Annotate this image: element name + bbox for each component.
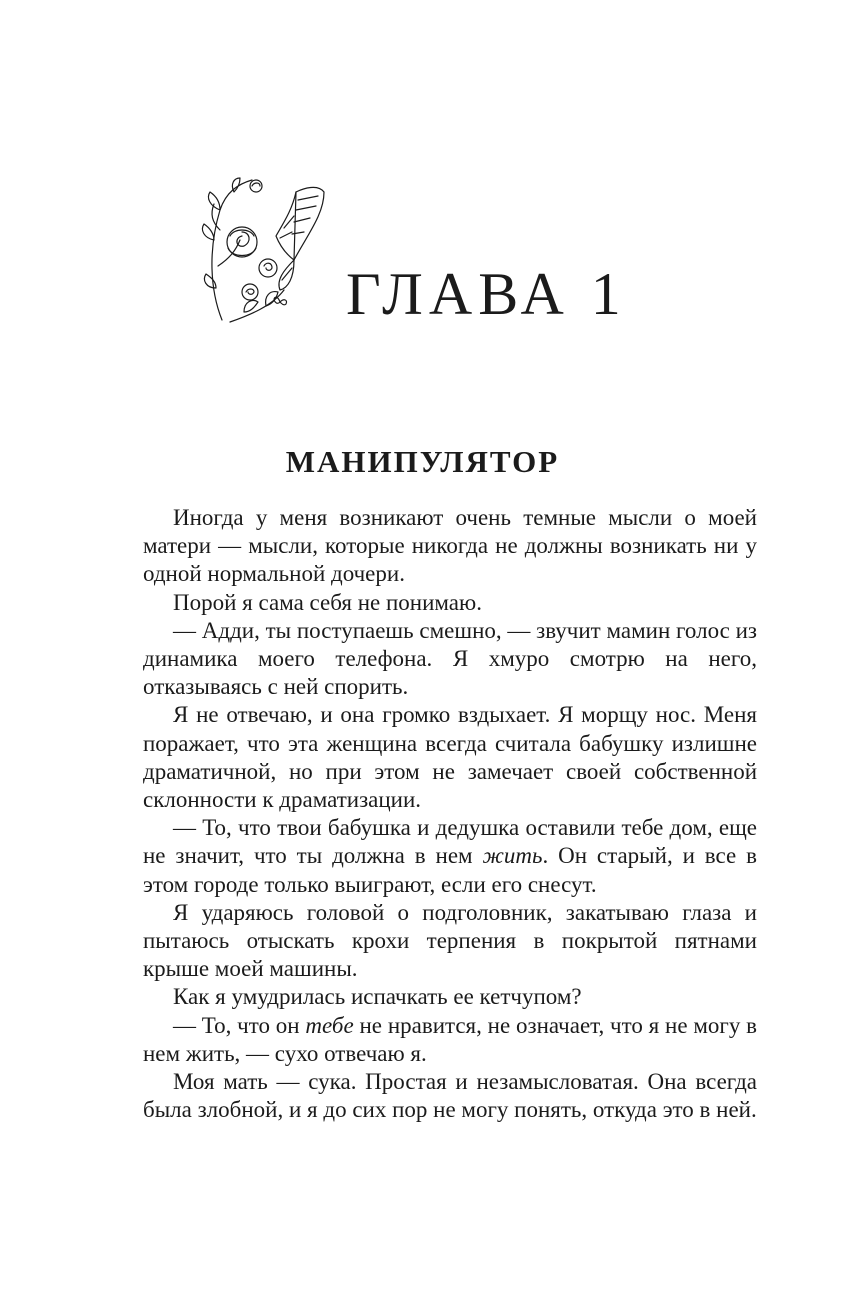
paragraph: Я ударяюсь головой о подголовник, закатываю глаза и пытаюсь отыскать крохи терпения в покрытой пятнами крыше моей машины. (143, 899, 757, 982)
body-text (143, 504, 757, 1124)
paragraph (143, 1012, 757, 1068)
paragraph: Я не отвечаю, и она громко вздыхает. Я морщу нос. Меня поражает, что эта женщина всегда считала бабушку излишне драматичной, но при этом не замечает своей собственной склонности к драматизации. (143, 702, 757, 813)
paragraph: Как я умудрилась испачкать ее кетчупом? (173, 984, 582, 1010)
paragraph: Моя мать — сука. Простая и незамысловатая. Она всегда была злобной, и я до сих пор не могу понять, откуда это в ней. (143, 1069, 757, 1123)
section-title: МАНИПУЛЯТОР (285, 444, 560, 479)
chapter-title: ГЛАВА 1 (346, 261, 627, 328)
paragraph-text: не нравится, не означает, что я не могу в нем жить, — сухо отвечаю я. (143, 1012, 757, 1066)
paragraph: Порой я сама себя не понимаю. (173, 589, 482, 615)
paragraph: — Адди, ты поступаешь смешно, — звучит мамин голос из динамика моего телефона. Я хмуро смотрю на него, отказываясь с ней спорить. (143, 617, 757, 700)
rose-butterfly-ornament-icon (200, 170, 340, 330)
chapter-header (200, 170, 660, 330)
paragraph: Иногда у меня возникают очень темные мысли о моей матери — мысли, которые никогда не должны возникать ни у одной нормальной дочери. (143, 505, 757, 587)
emphasis-text: жить (482, 843, 543, 869)
paragraph-text: — То, что он (173, 1012, 306, 1038)
paragraph (143, 814, 757, 899)
emphasis-text: тебе (305, 1012, 354, 1038)
paragraph-text: — То, что твои бабушка и дедушка оставили тебе дом, еще не значит, что ты должна в нем (143, 815, 757, 869)
paragraph-text: . Он старый, и все в этом городе только выиграют, если его снесут. (143, 843, 757, 897)
